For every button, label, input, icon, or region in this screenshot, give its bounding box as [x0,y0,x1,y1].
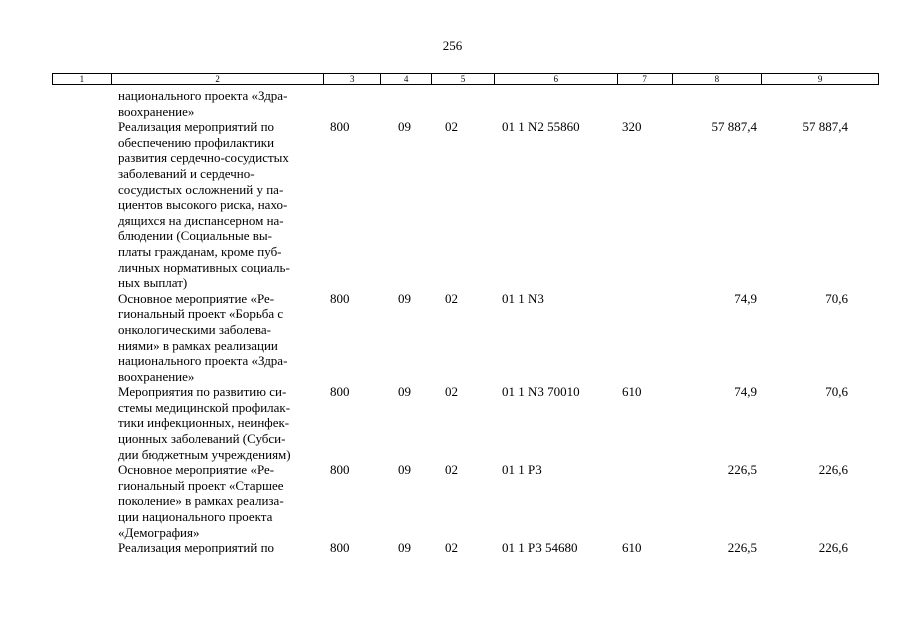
column-number-8: 8 [673,74,763,84]
table-row [52,384,879,462]
grbs-code: 800 [330,384,350,400]
amount-year-1: 226,5 [727,540,757,556]
row-index-cell [52,88,111,119]
amount-year-1: 226,5 [727,462,757,478]
amount-year-1: 57 887,4 [711,119,757,135]
table-body [52,88,879,556]
table-column-numbers [52,73,879,85]
amount-year-2 [763,88,852,119]
amount-year-1: 74,9 [734,384,757,400]
row-index-cell [52,384,111,462]
grbs-code: 800 [330,462,350,478]
item-name: национального проекта «Здра- воохранение» [118,88,288,119]
item-name: Основное мероприятие «Ре- гиональный проект «Борьба с онкологическими заболева- ниями» в рамках реализации национального проекта «Здра- воохранение» [118,290,288,384]
amount-year-2: 226,6 [818,540,848,556]
target-article-code: 01 1 P3 [502,462,542,478]
subsection-code [432,88,495,119]
expense-type-code [618,462,673,540]
table-row [52,88,879,119]
table-row [52,291,879,385]
subsection-code: 02 [445,384,458,400]
grbs-code [324,88,381,119]
column-number-2: 2 [112,74,324,84]
item-name: Реализация мероприятий по [118,540,275,556]
column-number-9: 9 [817,74,823,84]
column-number-1: 1 [53,74,112,84]
section-code: 09 [398,540,411,556]
row-index-cell [52,291,111,385]
item-name: Мероприятия по развитию си- стемы медицинской профилак- тики инфекционных, неинфек- ционных заболеваний (Субси- дии бюджетным учреждениям) [118,384,291,462]
column-number-3: 3 [324,74,381,84]
section-code: 09 [398,462,411,478]
subsection-code: 02 [445,290,458,306]
target-article-code [495,88,618,119]
expense-type-code [618,291,673,385]
amount-year-2: 226,6 [818,462,848,478]
grbs-code: 800 [330,540,350,556]
subsection-code: 02 [445,462,458,478]
section-code: 09 [398,119,411,135]
expense-type-code [618,88,673,119]
amount-year-1 [673,88,763,119]
section-code: 09 [398,384,411,400]
grbs-code: 800 [330,290,350,306]
column-number-4: 4 [381,74,432,84]
grbs-code: 800 [330,119,350,135]
row-index-cell [52,540,111,556]
expense-type-code: 610 [622,384,642,400]
target-article-code: 01 1 P3 54680 [502,540,578,556]
row-index-cell [52,119,111,291]
table-row [52,462,879,540]
column-number-6: 6 [495,74,618,84]
target-article-code: 01 1 N3 [502,290,544,306]
section-code [381,88,432,119]
table-row [52,540,879,556]
table-row [52,119,879,291]
item-name: Основное мероприятие «Ре- гиональный проект «Старшее поколение» в рамках реализа- ции национального проекта «Демография» [118,462,284,540]
row-index-cell [52,462,111,540]
subsection-code: 02 [445,119,458,135]
amount-year-1: 74,9 [734,290,757,306]
column-number-7: 7 [618,74,673,84]
subsection-code: 02 [445,540,458,556]
amount-year-2: 70,6 [825,384,848,400]
expense-type-code: 610 [622,540,642,556]
column-number-5: 5 [432,74,495,84]
section-code: 09 [398,290,411,306]
amount-year-2: 70,6 [825,290,848,306]
target-article-code: 01 1 N2 55860 [502,119,580,135]
item-name: Реализация мероприятий по обеспечению профилактики развития сердечно-сосудистых заболеваний и сердечно- сосудистых осложнений у па- циентов высокого риска, нахо- дящихся на диспансерном на- блюдении (Социальные вы- платы гражданам, кроме пуб- личных нормативных социаль- ных выплат) [118,119,290,291]
page-number: 256 [442,38,463,53]
expense-type-code: 320 [622,119,642,135]
target-article-code: 01 1 N3 70010 [502,384,580,400]
amount-year-2: 57 887,4 [802,119,848,135]
